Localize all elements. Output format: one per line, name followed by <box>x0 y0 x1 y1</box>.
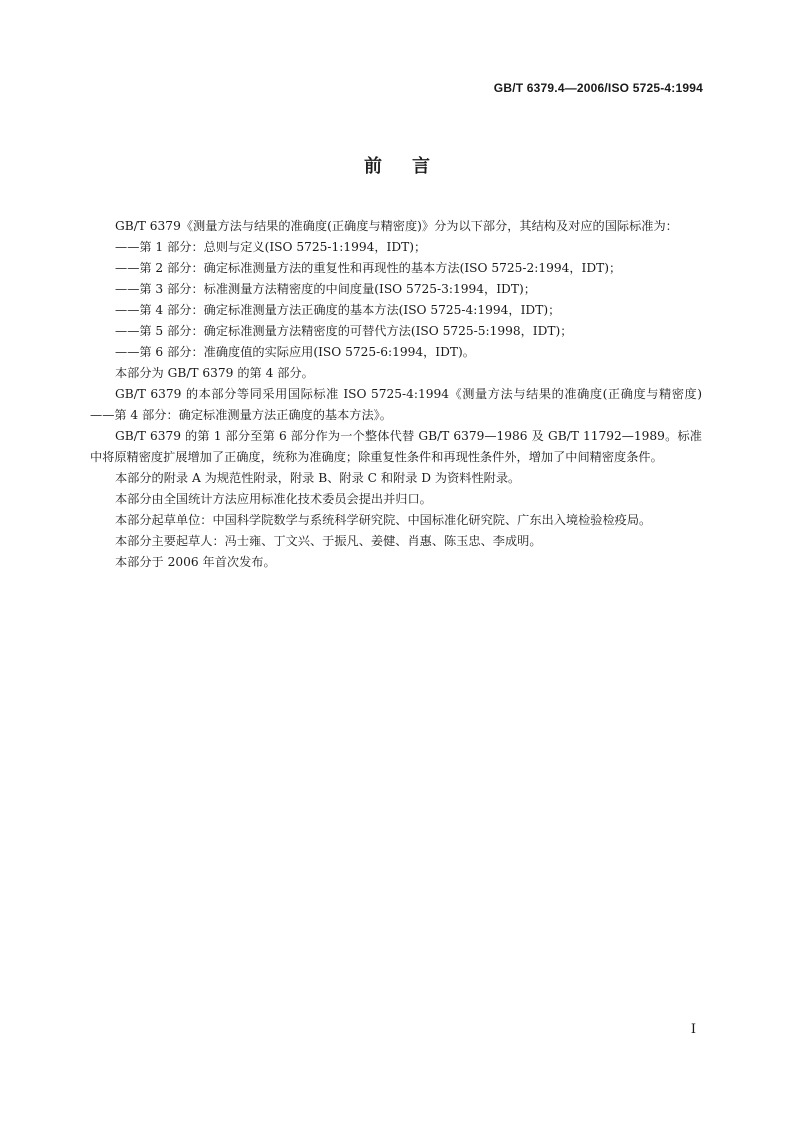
replacement-paragraph: GB/T 6379 的第 1 部分至第 6 部分作为一个整体代替 GB/T 6379—1986 及 GB/T 11792—1989。标准中将原精密度扩展增加了正确度，统称为准确度；除重复性条件和再现性条件外，增加了中间精密度条件。 <box>90 429 702 464</box>
annexes-paragraph: 本部分的附录 A 为规范性附录，附录 B、附录 C 和附录 D 为资料性附录。 <box>115 471 521 485</box>
part-list-item: ——第 3 部分：标准测量方法精密度的中间度量(ISO 5725-3:1994，IDT)； <box>115 282 536 296</box>
page-number: I <box>690 1022 696 1037</box>
first-issue-paragraph: 本部分于 2006 年首次发布。 <box>115 555 276 569</box>
this-part-paragraph: 本部分为 GB/T 6379 的第 4 部分。 <box>115 366 314 380</box>
foreword-body <box>90 216 702 573</box>
standard-code-header: GB/T 6379.4—2006/ISO 5725-4:1994 <box>493 81 703 95</box>
intro-paragraph: GB/T 6379《测量方法与结果的准确度(正确度与精密度)》分为以下部分，其结构及对应的国际标准为： <box>115 219 678 233</box>
proposer-paragraph: 本部分由全国统计方法应用标准化技术委员会提出并归口。 <box>115 492 432 506</box>
part-list-item: ——第 1 部分：总则与定义(ISO 5725-1:1994，IDT)； <box>115 240 427 254</box>
adoption-paragraph: GB/T 6379 的本部分等同采用国际标准 ISO 5725-4:1994《测量方法与结果的准确度(正确度与精密度)——第 4 部分：确定标准测量方法正确度的基本方法》。 <box>90 387 702 422</box>
drafters-paragraph: 本部分主要起草人：冯士雍、丁文兴、于振凡、姜健、肖惠、陈玉忠、李成明。 <box>115 534 542 548</box>
part-list-item: ——第 4 部分：确定标准测量方法正确度的基本方法(ISO 5725-4:1994，IDT)； <box>115 303 561 317</box>
part-list-item: ——第 5 部分：确定标准测量方法精密度的可替代方法(ISO 5725-5:1998，IDT)； <box>115 324 573 338</box>
drafting-units-paragraph: 本部分起草单位：中国科学院数学与系统科学研究院、中国标准化研究院、广东出入境检验检疫局。 <box>115 513 652 527</box>
part-list-item: ——第 6 部分：准确度值的实际应用(ISO 5725-6:1994，IDT)。 <box>115 345 475 359</box>
part-list-item: ——第 2 部分：确定标准测量方法的重复性和再现性的基本方法(ISO 5725-2:1994，IDT)； <box>115 261 622 275</box>
page-title: 前言 <box>364 156 460 177</box>
